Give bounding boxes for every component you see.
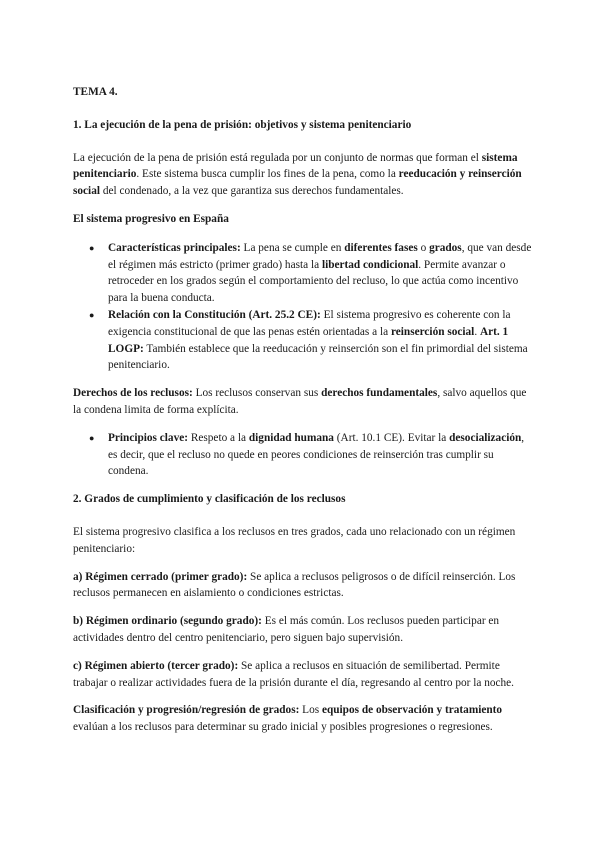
principles-list <box>73 430 533 480</box>
prisoner-rights-paragraph: Derechos de los reclusos: Los reclusos conservan sus derechos fundamentales, salvo aquellos que la condena limita de forma explícita. <box>73 387 527 416</box>
section-2-intro: El sistema progresivo clasifica a los reclusos en tres grados, cada uno relacionado con un régimen penitenciario: <box>73 525 516 555</box>
list-item-characteristics: ● Características principales: La pena se cumple en diferentes fases o grados, que van desde el régimen más estricto (primer grado) hasta la libertad condicional. Permite avanzar o retroceder en los grados según el comportamiento del recluso, lo que actúa como incentivo para la buena conducta. <box>89 241 532 305</box>
bullet-icon: ● <box>89 432 95 443</box>
bullet-icon: ● <box>89 309 95 320</box>
section-2-heading: 2. Grados de cumplimiento y clasificación de los reclusos <box>73 493 346 506</box>
document-title: TEMA 4. <box>73 86 118 98</box>
progressive-system-list <box>73 240 533 374</box>
regime-open-paragraph: c) Régimen abierto (tercer grado): Se aplica a reclusos en situación de semilibertad. Permite trabajar o realizar actividades fuera de la prisión durante el día, regresando al centro por la noche. <box>73 659 514 689</box>
list-item-constitution: ● Relación con la Constitución (Art. 25.2 CE): El sistema progresivo es coherente con la exigencia constitucional de que las penas estén orientadas a la reinserción social. Art. 1 LOGP: También establece que la reeducación y reinserción son el fin primordial del sistema penitenciario. <box>89 308 528 372</box>
document-body <box>73 84 533 747</box>
progressive-system-subheading: El sistema progresivo en España <box>73 212 229 225</box>
list-item-principles: ● Principios clave: Respeto a la dignidad humana (Art. 10.1 CE). Evitar la desocialización, es decir, que el recluso no quede en peores condiciones de reinserción tras cumplir su condena. <box>89 431 525 478</box>
regime-ordinary-paragraph: b) Régimen ordinario (segundo grado): Es el más común. Los reclusos pueden participar en actividades dentro del centro penitenciario, pero siguen bajo supervisión. <box>73 615 500 644</box>
classification-paragraph: Clasificación y progresión/regresión de grados: Los equipos de observación y tratamiento evalúan a los reclusos para determinar su grado inicial y posibles progresiones o regresiones. <box>73 704 503 734</box>
bullet-icon: ● <box>89 242 95 253</box>
regime-closed-paragraph: a) Régimen cerrado (primer grado): Se aplica a reclusos peligrosos o de difícil reinserción. Los reclusos permanecen en aislamiento o condiciones estrictas. <box>73 570 516 600</box>
section-1-intro: La ejecución de la pena de prisión está regulada por un conjunto de normas que forman el sistema penitenciario. Este sistema busca cumplir los fines de la pena, como la reeducación y reinserción social del condenado, a la vez que garantiza sus derechos fundamentales. <box>73 151 522 198</box>
section-1-heading: 1. La ejecución de la pena de prisión: objetivos y sistema penitenciario <box>73 118 412 131</box>
